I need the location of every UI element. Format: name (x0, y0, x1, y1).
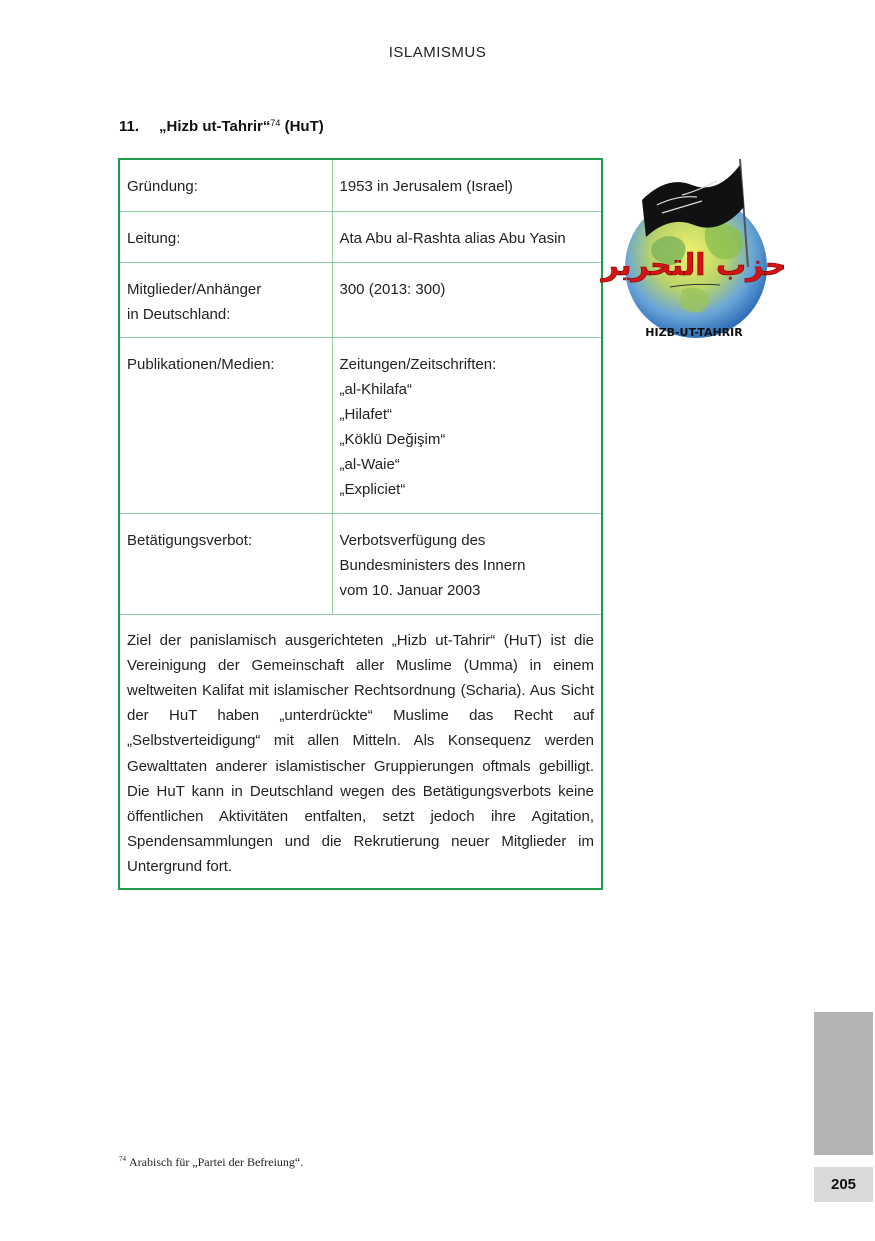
publication-item: „Köklü Değişim“ (339, 430, 446, 448)
section-title-suffix: (HuT) (280, 118, 324, 135)
fact-label (120, 513, 332, 614)
fact-value (332, 160, 601, 211)
fact-label (120, 211, 332, 262)
fact-value-line: 300 (2013: 300) (339, 280, 446, 298)
fact-label (120, 160, 332, 211)
footnote-text: Arabisch für „Partei der Befreiung“. (129, 1155, 304, 1169)
fact-row (120, 337, 601, 513)
fact-label-line: Betätigungsverbot: (127, 531, 253, 549)
page-number: 205 (814, 1167, 873, 1202)
publication-item: „al-Khilafa“ (339, 380, 413, 398)
logo-graphic (601, 155, 787, 345)
fact-label-line: Gründung: (127, 178, 198, 195)
fact-table (120, 160, 601, 615)
section-title-text: „Hizb ut-Tahrir“ (159, 118, 271, 135)
hizb-ut-tahrir-logo (601, 155, 787, 345)
running-header: ISLAMISMUS (388, 44, 487, 61)
fact-value (332, 262, 601, 337)
fact-label-line: Publikationen/Medien: (127, 355, 275, 373)
description-paragraph: Ziel der panislamisch ausgerichteten „Hizb ut-Tahrir“ (HuT) ist die Vereinigung der Gemeinschaft aller Muslime (Umma) in einem weltweiten Kalifat mit islamischer Rechtsordnung (Scharia). Aus Sicht der HuT haben „unterdrückte“ Muslime das Recht auf „Selbstverteidigung“ mit allen Mitteln. Als Konsequenz werden Gewalttaten anderer islamistischer Gruppierungen oftmals gebilligt. Die HuT kann in Deutschland wegen des Betätigungsverbots keine öffentlichen Aktivitäten entfalten, setzt jedoch ihre Agitation, Spendensammlungen und die Rekrutierung neuer Mitglieder im Untergrund fort. (127, 631, 594, 876)
fact-label-line: Leitung: (127, 229, 181, 247)
publication-item: „al-Waie“ (339, 455, 400, 473)
fact-value-line: Bundesministers des Innern (339, 556, 526, 574)
fact-box (118, 158, 603, 890)
fact-value-line: vom 10. Januar 2003 (339, 581, 481, 599)
arabic-wordmark: حزب التحرير (601, 248, 787, 283)
fact-label (120, 262, 332, 337)
publication-item: „Hilafet“ (339, 405, 393, 423)
fact-label-line: in Deutschland: (127, 305, 231, 323)
fact-value-line: Verbotsverfügung des (339, 531, 486, 549)
footnote-number: 74 (119, 1155, 126, 1163)
fact-value (332, 337, 601, 513)
fact-value (332, 513, 601, 614)
fact-row (120, 513, 601, 614)
fact-row (120, 262, 601, 337)
fact-value-line: Zeitungen/Zeitschriften: (339, 355, 497, 373)
footnote-reference[interactable]: 74 (270, 118, 281, 128)
fact-row (120, 211, 601, 262)
fact-value (332, 211, 601, 262)
fact-label (120, 337, 332, 513)
fact-label-line: Mitglieder/Anhänger (127, 280, 262, 298)
chapter-side-tab (814, 1012, 873, 1155)
fact-value-line: 1953 in Jerusalem (Israel) (339, 178, 513, 195)
footnote (119, 1155, 303, 1170)
publication-item: „Expliciet“ (339, 480, 406, 498)
section-number: 11. (119, 118, 140, 135)
section-heading (119, 118, 324, 135)
logo-caption: HIZB-UT-TAHRIR (645, 326, 743, 339)
fact-row (120, 160, 601, 211)
fact-value-line: Ata Abu al-Rashta alias Abu Yasin (339, 229, 566, 247)
